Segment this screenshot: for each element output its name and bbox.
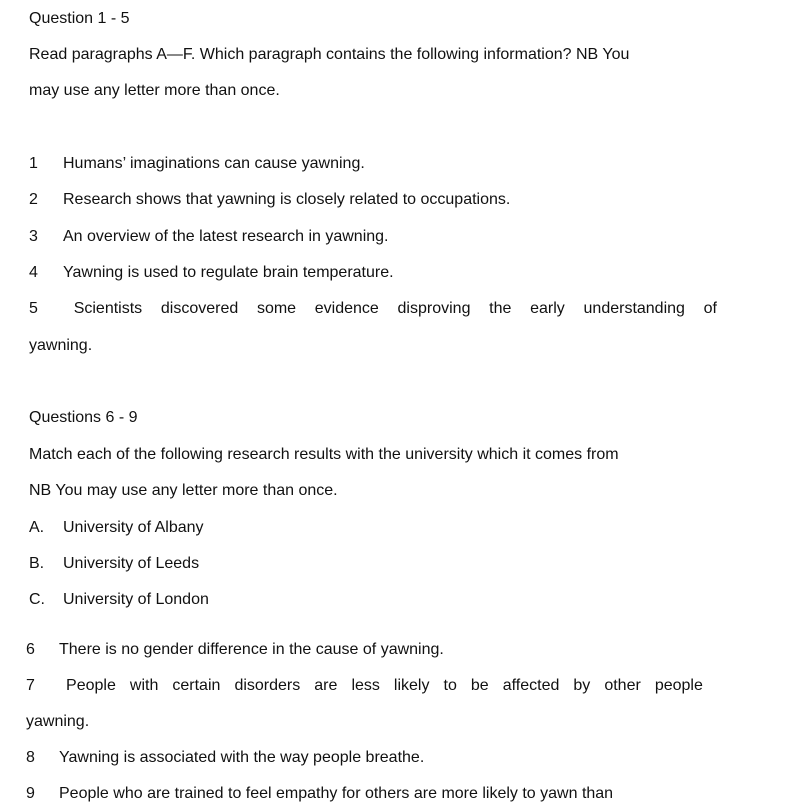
question-word: Scientists	[73, 300, 143, 317]
question-word: disproving	[397, 300, 471, 317]
question-word: to	[443, 677, 457, 694]
option-letter: B.	[29, 555, 45, 572]
question-1	[29, 154, 365, 174]
question-text: There is no gender difference in the cause of yawning.	[59, 641, 444, 658]
section2-instruction-line1: Match each of the following research results with the university which it comes from	[29, 446, 619, 463]
question-word: by	[573, 677, 591, 694]
question-text: Research shows that yawning is closely related to occupations.	[63, 191, 511, 208]
option-letter: A.	[29, 519, 45, 536]
question-4	[29, 263, 394, 283]
question-7-continuation: yawning.	[26, 713, 90, 730]
question-5-continuation: yawning.	[29, 337, 93, 354]
section2-instruction-line2: NB You may use any letter more than once.	[29, 482, 338, 499]
option-text: University of Albany	[63, 519, 204, 536]
option-letter: C.	[29, 591, 45, 608]
question-number: 6	[26, 641, 35, 658]
section1-instruction-line1: Read paragraphs A—F. Which paragraph contains the following information? NB You	[29, 46, 630, 63]
option-text: University of Leeds	[63, 555, 200, 572]
question-number: 8	[26, 749, 35, 766]
option-c	[29, 590, 209, 610]
question-word: with	[129, 677, 159, 694]
question-word: certain	[172, 677, 221, 694]
question-word: discovered	[160, 300, 239, 317]
question-number: 9	[26, 785, 35, 802]
option-text: University of London	[63, 591, 209, 608]
question-word: other	[604, 677, 641, 694]
question-word: less	[351, 677, 380, 694]
question-word: be	[470, 677, 489, 694]
question-2	[29, 190, 510, 210]
question-number: 3	[29, 228, 38, 245]
question-word: the	[489, 300, 512, 317]
question-number: 7	[26, 677, 35, 694]
question-number: 1	[29, 155, 38, 172]
section2-heading: Questions 6 - 9	[29, 409, 138, 426]
question-number: 4	[29, 264, 38, 281]
question-6	[26, 640, 444, 660]
question-word: early	[530, 300, 565, 317]
section1-instruction-line2: may use any letter more than once.	[29, 82, 280, 99]
question-text: People who are trained to feel empathy for others are more likely to yawn than	[59, 785, 614, 802]
question-word: people	[654, 677, 703, 694]
question-number: 5	[29, 300, 38, 317]
question-5	[29, 299, 717, 319]
question-word: some	[256, 300, 297, 317]
question-word: are	[314, 677, 338, 694]
question-word: of	[703, 300, 717, 317]
question-text: Humans’ imaginations can cause yawning.	[63, 155, 365, 172]
question-word: understanding	[583, 300, 685, 317]
question-7	[26, 676, 703, 696]
question-text: Yawning is associated with the way people breathe.	[59, 749, 425, 766]
option-b	[29, 554, 199, 574]
option-a	[29, 518, 204, 538]
question-word: evidence	[314, 300, 379, 317]
question-word: affected	[502, 677, 560, 694]
question-text: An overview of the latest research in yawning.	[63, 228, 389, 245]
question-3	[29, 227, 389, 247]
question-word: People	[66, 677, 116, 694]
question-9	[26, 784, 613, 804]
question-text: Yawning is used to regulate brain temperature.	[63, 264, 394, 281]
question-number: 2	[29, 191, 38, 208]
question-8	[26, 748, 424, 768]
section1-heading: Question 1 - 5	[29, 10, 130, 27]
question-word: likely	[393, 677, 430, 694]
question-word: disorders	[234, 677, 301, 694]
